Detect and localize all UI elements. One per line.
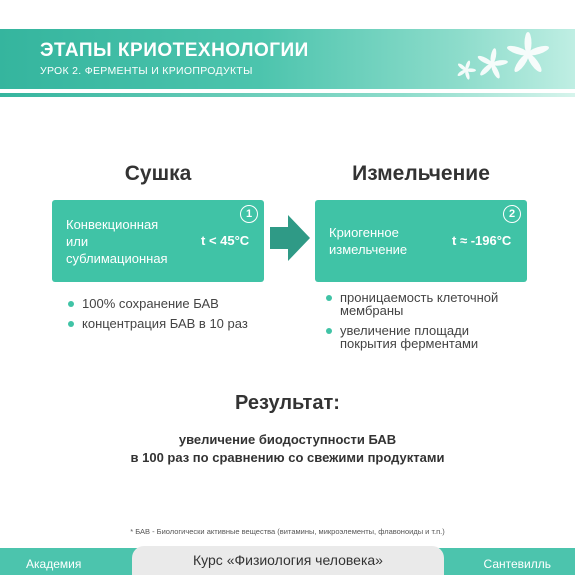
stage2-temperature: t ≈ -196°C bbox=[452, 233, 512, 248]
list-item bbox=[326, 291, 498, 317]
list-item-line: покрытия ферментами bbox=[340, 336, 479, 351]
stage2-desc-line: Криогенное bbox=[329, 225, 399, 240]
stage2-description bbox=[329, 224, 407, 258]
list-item-line: проницаемость клеточной bbox=[340, 290, 499, 305]
stage1-desc-line: или bbox=[66, 234, 89, 249]
stage1-desc-line: сублимационная bbox=[66, 251, 168, 266]
page-subtitle: УРОК 2. ФЕРМЕНТЫ И КРИОПРОДУКТЫ bbox=[40, 65, 253, 77]
stage2-desc-line: измельчение bbox=[329, 242, 408, 257]
stage1-number-badge: 1 bbox=[240, 205, 258, 223]
result-line: увеличение биодоступности БАВ bbox=[178, 432, 397, 447]
stage1-title: Сушка bbox=[124, 162, 192, 185]
result-line: в 100 раз по сравнению со свежими продуктами bbox=[130, 450, 445, 465]
stage1-card bbox=[52, 200, 264, 282]
page-title: ЭТАПЫ КРИОТЕХНОЛОГИИ bbox=[40, 40, 309, 61]
footer-academy-label: Академия bbox=[26, 557, 82, 571]
stage2-number-badge: 2 bbox=[503, 205, 521, 223]
footer-brand-label: Сантевилль bbox=[483, 557, 551, 571]
list-item-line: мембраны bbox=[340, 303, 404, 318]
footnote: * БАВ - Биологически активные вещества (витамины, микроэлементы, флавоноиды и т.п.) bbox=[130, 527, 445, 536]
stage1-description bbox=[66, 216, 168, 267]
result-text bbox=[0, 431, 575, 467]
flower-decoration-icon bbox=[450, 30, 565, 90]
result-title: Результат: bbox=[235, 392, 340, 414]
stage1-temperature: t < 45°C bbox=[201, 233, 250, 248]
stage1-bullet-list bbox=[68, 297, 248, 337]
stage1-desc-line: Конвекционная bbox=[66, 217, 159, 232]
stage2-card bbox=[315, 200, 527, 282]
header-divider bbox=[0, 93, 575, 97]
list-item-line: увеличение площади bbox=[340, 323, 469, 338]
stage2-bullet-list bbox=[326, 291, 498, 357]
stage2-title: Измельчение bbox=[352, 162, 490, 185]
list-item bbox=[326, 324, 498, 350]
list-item: 100% сохранение БАВ bbox=[68, 297, 248, 310]
footer-course-title: Курс «Физиология человека» bbox=[132, 546, 444, 575]
list-item: концентрация БАВ в 10 раз bbox=[68, 317, 248, 330]
arrow-right-icon bbox=[270, 215, 310, 261]
